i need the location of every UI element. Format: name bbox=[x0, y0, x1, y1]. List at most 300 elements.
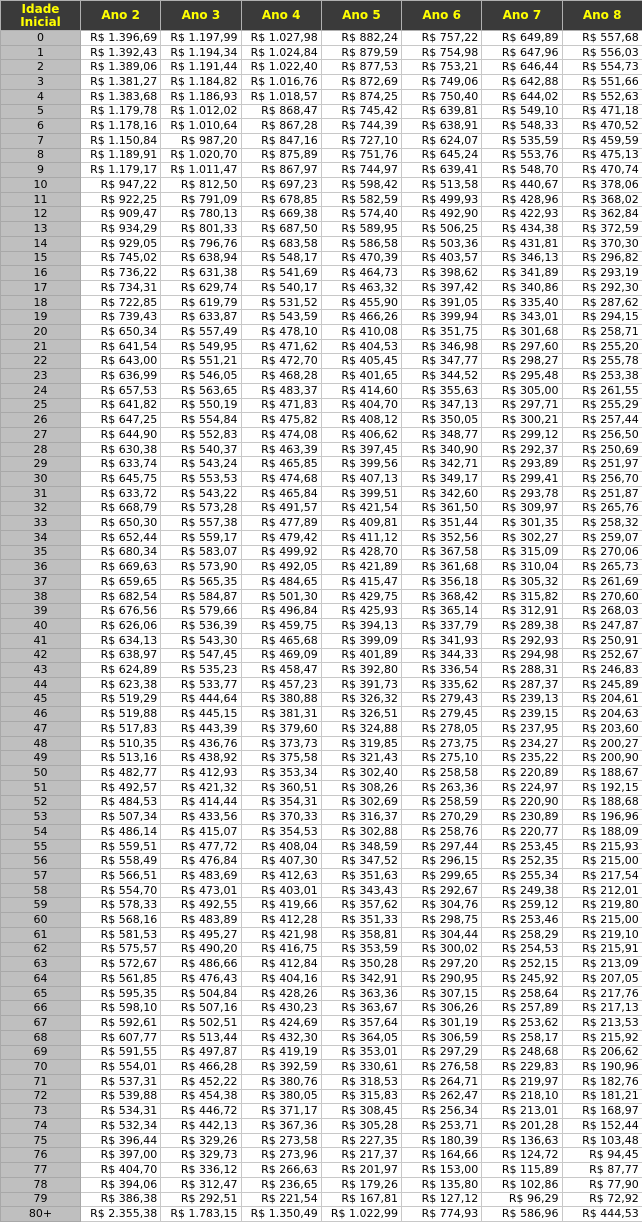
premium-cell: R$ 391,05 bbox=[402, 295, 482, 310]
premium-cell: R$ 549,10 bbox=[482, 104, 562, 119]
premium-cell: R$ 475,82 bbox=[241, 413, 321, 428]
premium-cell: R$ 584,87 bbox=[161, 589, 241, 604]
premium-cell: R$ 352,56 bbox=[402, 530, 482, 545]
table-row bbox=[1, 972, 642, 987]
premium-cell: R$ 364,05 bbox=[321, 1030, 401, 1045]
premium-cell: R$ 355,63 bbox=[402, 383, 482, 398]
age-cell: 42 bbox=[1, 648, 81, 663]
premium-cell: R$ 517,83 bbox=[81, 722, 161, 737]
premium-cell: R$ 302,40 bbox=[321, 766, 401, 781]
premium-cell: R$ 446,72 bbox=[161, 1104, 241, 1119]
premium-cell: R$ 496,84 bbox=[241, 604, 321, 619]
premium-cell: R$ 295,48 bbox=[482, 369, 562, 384]
premium-cell: R$ 254,53 bbox=[482, 942, 562, 957]
premium-cell: R$ 875,89 bbox=[241, 148, 321, 163]
premium-cell: R$ 391,73 bbox=[321, 677, 401, 692]
premium-cell: R$ 378,06 bbox=[562, 178, 642, 193]
premium-cell: R$ 302,88 bbox=[321, 824, 401, 839]
premium-cell: R$ 248,68 bbox=[482, 1045, 562, 1060]
age-cell: 4 bbox=[1, 89, 81, 104]
premium-cell: R$ 412,63 bbox=[241, 869, 321, 884]
table-row bbox=[1, 501, 642, 516]
premium-cell: R$ 929,05 bbox=[81, 236, 161, 251]
age-cell: 39 bbox=[1, 604, 81, 619]
table-row bbox=[1, 104, 642, 119]
premium-cell: R$ 436,76 bbox=[161, 736, 241, 751]
age-cell: 62 bbox=[1, 942, 81, 957]
premium-cell: R$ 1.383,68 bbox=[81, 89, 161, 104]
premium-cell: R$ 235,22 bbox=[482, 751, 562, 766]
premium-cell: R$ 316,37 bbox=[321, 810, 401, 825]
premium-cell: R$ 403,01 bbox=[241, 883, 321, 898]
premium-cell: R$ 554,01 bbox=[81, 1060, 161, 1075]
premium-cell: R$ 363,67 bbox=[321, 1001, 401, 1016]
premium-cell: R$ 312,47 bbox=[161, 1177, 241, 1192]
premium-cell: R$ 492,57 bbox=[81, 780, 161, 795]
header-year: Ano 7 bbox=[482, 1, 562, 31]
premium-cell: R$ 791,09 bbox=[161, 192, 241, 207]
premium-cell: R$ 407,13 bbox=[321, 472, 401, 487]
premium-cell: R$ 471,18 bbox=[562, 104, 642, 119]
premium-cell: R$ 1.179,78 bbox=[81, 104, 161, 119]
premium-cell: R$ 657,53 bbox=[81, 383, 161, 398]
age-cell: 29 bbox=[1, 457, 81, 472]
age-cell: 2 bbox=[1, 60, 81, 75]
premium-cell: R$ 486,66 bbox=[161, 957, 241, 972]
premium-cell: R$ 572,67 bbox=[81, 957, 161, 972]
premium-cell: R$ 253,71 bbox=[402, 1119, 482, 1134]
premium-cell: R$ 348,59 bbox=[321, 839, 401, 854]
premium-cell: R$ 443,39 bbox=[161, 722, 241, 737]
age-cell: 5 bbox=[1, 104, 81, 119]
premium-cell: R$ 558,49 bbox=[81, 854, 161, 869]
table-row bbox=[1, 266, 642, 281]
table-row bbox=[1, 1163, 642, 1178]
age-cell: 36 bbox=[1, 560, 81, 575]
table-row bbox=[1, 736, 642, 751]
table-row bbox=[1, 486, 642, 501]
premium-cell: R$ 401,65 bbox=[321, 369, 401, 384]
premium-cell: R$ 415,47 bbox=[321, 575, 401, 590]
table-row bbox=[1, 575, 642, 590]
premium-cell: R$ 541,69 bbox=[241, 266, 321, 281]
premium-cell: R$ 539,88 bbox=[81, 1089, 161, 1104]
premium-cell: R$ 633,87 bbox=[161, 310, 241, 325]
age-cell: 40 bbox=[1, 619, 81, 634]
premium-cell: R$ 266,63 bbox=[241, 1163, 321, 1178]
premium-cell: R$ 471,83 bbox=[241, 398, 321, 413]
premium-cell: R$ 348,77 bbox=[402, 427, 482, 442]
premium-cell: R$ 379,60 bbox=[241, 722, 321, 737]
premium-cell: R$ 1.022,40 bbox=[241, 60, 321, 75]
premium-cell: R$ 319,85 bbox=[321, 736, 401, 751]
premium-cell: R$ 265,73 bbox=[562, 560, 642, 575]
premium-cell: R$ 492,90 bbox=[402, 207, 482, 222]
premium-cell: R$ 305,00 bbox=[482, 383, 562, 398]
age-cell: 11 bbox=[1, 192, 81, 207]
premium-cell: R$ 459,59 bbox=[562, 133, 642, 148]
premium-cell: R$ 207,05 bbox=[562, 972, 642, 987]
table-row bbox=[1, 1001, 642, 1016]
table-row bbox=[1, 927, 642, 942]
premium-cell: R$ 592,61 bbox=[81, 1016, 161, 1031]
table-row bbox=[1, 383, 642, 398]
premium-cell: R$ 586,58 bbox=[321, 236, 401, 251]
age-cell: 59 bbox=[1, 898, 81, 913]
table-row bbox=[1, 692, 642, 707]
premium-cell: R$ 399,09 bbox=[321, 633, 401, 648]
premium-cell: R$ 293,89 bbox=[482, 457, 562, 472]
table-row bbox=[1, 310, 642, 325]
premium-cell: R$ 239,15 bbox=[482, 707, 562, 722]
premium-cell: R$ 77,90 bbox=[562, 1177, 642, 1192]
premium-cell: R$ 87,77 bbox=[562, 1163, 642, 1178]
age-cell: 70 bbox=[1, 1060, 81, 1075]
premium-cell: R$ 421,89 bbox=[321, 560, 401, 575]
premium-cell: R$ 220,89 bbox=[482, 766, 562, 781]
age-cell: 76 bbox=[1, 1148, 81, 1163]
premium-cell: R$ 879,59 bbox=[321, 45, 401, 60]
premium-cell: R$ 557,68 bbox=[562, 31, 642, 46]
premium-cell: R$ 1.022,99 bbox=[321, 1207, 401, 1222]
premium-cell: R$ 335,40 bbox=[482, 295, 562, 310]
premium-cell: R$ 288,31 bbox=[482, 663, 562, 678]
premium-cell: R$ 302,27 bbox=[482, 530, 562, 545]
premium-cell: R$ 296,15 bbox=[402, 854, 482, 869]
premium-cell: R$ 230,89 bbox=[482, 810, 562, 825]
premium-cell: R$ 454,38 bbox=[161, 1089, 241, 1104]
age-cell: 43 bbox=[1, 663, 81, 678]
premium-cell: R$ 463,39 bbox=[241, 442, 321, 457]
table-row bbox=[1, 677, 642, 692]
age-cell: 78 bbox=[1, 1177, 81, 1192]
premium-cell: R$ 306,26 bbox=[402, 1001, 482, 1016]
header-year: Ano 3 bbox=[161, 1, 241, 31]
premium-cell: R$ 1.189,91 bbox=[81, 148, 161, 163]
premium-cell: R$ 428,70 bbox=[321, 545, 401, 560]
table-row bbox=[1, 1207, 642, 1222]
age-cell: 23 bbox=[1, 369, 81, 384]
premium-cell: R$ 639,81 bbox=[402, 104, 482, 119]
premium-cell: R$ 669,63 bbox=[81, 560, 161, 575]
premium-cell: R$ 553,53 bbox=[161, 472, 241, 487]
age-cell: 31 bbox=[1, 486, 81, 501]
premium-cell: R$ 643,00 bbox=[81, 354, 161, 369]
table-row bbox=[1, 560, 642, 575]
premium-cell: R$ 745,42 bbox=[321, 104, 401, 119]
premium-cell: R$ 634,13 bbox=[81, 633, 161, 648]
table-row bbox=[1, 545, 642, 560]
table-body bbox=[1, 31, 642, 1222]
premium-cell: R$ 250,91 bbox=[562, 633, 642, 648]
age-cell: 14 bbox=[1, 236, 81, 251]
header-year: Ano 4 bbox=[241, 1, 321, 31]
premium-cell: R$ 1.027,98 bbox=[241, 31, 321, 46]
premium-cell: R$ 399,56 bbox=[321, 457, 401, 472]
premium-cell: R$ 367,36 bbox=[241, 1119, 321, 1134]
age-cell: 64 bbox=[1, 972, 81, 987]
premium-cell: R$ 484,65 bbox=[241, 575, 321, 590]
table-row bbox=[1, 89, 642, 104]
premium-cell: R$ 404,53 bbox=[321, 339, 401, 354]
premium-cell: R$ 373,73 bbox=[241, 736, 321, 751]
premium-cell: R$ 264,71 bbox=[402, 1074, 482, 1089]
premium-cell: R$ 357,64 bbox=[321, 1016, 401, 1031]
premium-cell: R$ 289,38 bbox=[482, 619, 562, 634]
premium-cell: R$ 342,91 bbox=[321, 972, 401, 987]
premium-cell: R$ 739,43 bbox=[81, 310, 161, 325]
premium-cell: R$ 751,76 bbox=[321, 148, 401, 163]
premium-cell: R$ 343,01 bbox=[482, 310, 562, 325]
premium-cell: R$ 470,39 bbox=[321, 251, 401, 266]
premium-cell: R$ 102,86 bbox=[482, 1177, 562, 1192]
premium-cell: R$ 471,62 bbox=[241, 339, 321, 354]
table-row bbox=[1, 295, 642, 310]
age-cell: 52 bbox=[1, 795, 81, 810]
premium-cell: R$ 401,89 bbox=[321, 648, 401, 663]
premium-cell: R$ 495,27 bbox=[161, 927, 241, 942]
premium-cell: R$ 182,76 bbox=[562, 1074, 642, 1089]
premium-cell: R$ 414,44 bbox=[161, 795, 241, 810]
premium-cell: R$ 255,34 bbox=[482, 869, 562, 884]
premium-cell: R$ 318,53 bbox=[321, 1074, 401, 1089]
premium-cell: R$ 586,96 bbox=[482, 1207, 562, 1222]
premium-cell: R$ 650,34 bbox=[81, 325, 161, 340]
premium-cell: R$ 687,50 bbox=[241, 222, 321, 237]
premium-cell: R$ 452,22 bbox=[161, 1074, 241, 1089]
premium-cell: R$ 261,55 bbox=[562, 383, 642, 398]
premium-cell: R$ 513,58 bbox=[402, 178, 482, 193]
premium-cell: R$ 315,82 bbox=[482, 589, 562, 604]
premium-cell: R$ 259,12 bbox=[482, 898, 562, 913]
age-cell: 69 bbox=[1, 1045, 81, 1060]
premium-cell: R$ 566,51 bbox=[81, 869, 161, 884]
premium-cell: R$ 127,12 bbox=[402, 1192, 482, 1207]
premium-cell: R$ 278,05 bbox=[402, 722, 482, 737]
premium-cell: R$ 206,62 bbox=[562, 1045, 642, 1060]
premium-cell: R$ 591,55 bbox=[81, 1045, 161, 1060]
age-cell: 0 bbox=[1, 31, 81, 46]
table-row bbox=[1, 60, 642, 75]
table-row bbox=[1, 810, 642, 825]
premium-cell: R$ 642,88 bbox=[482, 75, 562, 90]
age-cell: 8 bbox=[1, 148, 81, 163]
age-cell: 50 bbox=[1, 766, 81, 781]
premium-cell: R$ 589,95 bbox=[321, 222, 401, 237]
premium-cell: R$ 262,47 bbox=[402, 1089, 482, 1104]
premium-cell: R$ 1.179,17 bbox=[81, 163, 161, 178]
premium-cell: R$ 1.010,64 bbox=[161, 119, 241, 134]
premium-cell: R$ 124,72 bbox=[482, 1148, 562, 1163]
premium-cell: R$ 204,63 bbox=[562, 707, 642, 722]
premium-cell: R$ 347,52 bbox=[321, 854, 401, 869]
premium-cell: R$ 547,45 bbox=[161, 648, 241, 663]
premium-cell: R$ 294,98 bbox=[482, 648, 562, 663]
premium-cell: R$ 181,21 bbox=[562, 1089, 642, 1104]
premium-cell: R$ 218,10 bbox=[482, 1089, 562, 1104]
premium-cell: R$ 349,17 bbox=[402, 472, 482, 487]
premium-cell: R$ 499,92 bbox=[241, 545, 321, 560]
premium-cell: R$ 247,87 bbox=[562, 619, 642, 634]
age-cell: 30 bbox=[1, 472, 81, 487]
premium-cell: R$ 882,24 bbox=[321, 31, 401, 46]
premium-cell: R$ 630,38 bbox=[81, 442, 161, 457]
premium-cell: R$ 200,90 bbox=[562, 751, 642, 766]
premium-cell: R$ 351,33 bbox=[321, 913, 401, 928]
premium-cell: R$ 1.396,69 bbox=[81, 31, 161, 46]
age-cell: 25 bbox=[1, 398, 81, 413]
premium-cell: R$ 292,93 bbox=[482, 633, 562, 648]
premium-cell: R$ 361,68 bbox=[402, 560, 482, 575]
premium-cell: R$ 201,28 bbox=[482, 1119, 562, 1134]
table-row bbox=[1, 178, 642, 193]
premium-cell: R$ 574,40 bbox=[321, 207, 401, 222]
premium-cell: R$ 638,91 bbox=[402, 119, 482, 134]
premium-cell: R$ 412,84 bbox=[241, 957, 321, 972]
premium-cell: R$ 652,44 bbox=[81, 530, 161, 545]
table-row bbox=[1, 148, 642, 163]
premium-cell: R$ 847,16 bbox=[241, 133, 321, 148]
premium-cell: R$ 301,68 bbox=[482, 325, 562, 340]
premium-cell: R$ 466,28 bbox=[161, 1060, 241, 1075]
premium-cell: R$ 347,77 bbox=[402, 354, 482, 369]
premium-cell: R$ 342,71 bbox=[402, 457, 482, 472]
premium-cell: R$ 2.355,38 bbox=[81, 1207, 161, 1222]
age-cell: 9 bbox=[1, 163, 81, 178]
table-row bbox=[1, 339, 642, 354]
age-cell: 46 bbox=[1, 707, 81, 722]
table-row bbox=[1, 1177, 642, 1192]
premium-cell: R$ 583,07 bbox=[161, 545, 241, 560]
premium-cell: R$ 213,53 bbox=[562, 1016, 642, 1031]
table-row bbox=[1, 280, 642, 295]
table-row bbox=[1, 722, 642, 737]
premium-cell: R$ 647,25 bbox=[81, 413, 161, 428]
premium-cell: R$ 1.184,82 bbox=[161, 75, 241, 90]
premium-cell: R$ 563,65 bbox=[161, 383, 241, 398]
premium-cell: R$ 375,58 bbox=[241, 751, 321, 766]
table-row bbox=[1, 530, 642, 545]
age-cell: 1 bbox=[1, 45, 81, 60]
premium-cell: R$ 215,92 bbox=[562, 1030, 642, 1045]
premium-cell: R$ 351,75 bbox=[402, 325, 482, 340]
premium-cell: R$ 623,38 bbox=[81, 677, 161, 692]
premium-cell: R$ 372,59 bbox=[562, 222, 642, 237]
premium-cell: R$ 578,33 bbox=[81, 898, 161, 913]
premium-cell: R$ 482,77 bbox=[81, 766, 161, 781]
age-cell: 58 bbox=[1, 883, 81, 898]
premium-cell: R$ 536,39 bbox=[161, 619, 241, 634]
premium-cell: R$ 483,69 bbox=[161, 869, 241, 884]
premium-cell: R$ 299,41 bbox=[482, 472, 562, 487]
premium-cell: R$ 259,07 bbox=[562, 530, 642, 545]
premium-cell: R$ 554,84 bbox=[161, 413, 241, 428]
premium-cell: R$ 650,30 bbox=[81, 516, 161, 531]
premium-cell: R$ 736,22 bbox=[81, 266, 161, 281]
premium-cell: R$ 367,58 bbox=[402, 545, 482, 560]
table-row bbox=[1, 398, 642, 413]
premium-cell: R$ 220,90 bbox=[482, 795, 562, 810]
premium-cell: R$ 476,43 bbox=[161, 972, 241, 987]
premium-cell: R$ 445,15 bbox=[161, 707, 241, 722]
premium-cell: R$ 513,44 bbox=[161, 1030, 241, 1045]
age-cell: 21 bbox=[1, 339, 81, 354]
header-year: Ano 2 bbox=[81, 1, 161, 31]
premium-cell: R$ 196,96 bbox=[562, 810, 642, 825]
premium-cell: R$ 356,18 bbox=[402, 575, 482, 590]
table-row bbox=[1, 1133, 642, 1148]
premium-cell: R$ 227,35 bbox=[321, 1133, 401, 1148]
premium-cell: R$ 239,13 bbox=[482, 692, 562, 707]
header-row bbox=[1, 1, 642, 31]
premium-cell: R$ 582,59 bbox=[321, 192, 401, 207]
premium-cell: R$ 934,29 bbox=[81, 222, 161, 237]
premium-cell: R$ 624,07 bbox=[402, 133, 482, 148]
premium-cell: R$ 557,49 bbox=[161, 325, 241, 340]
premium-cell: R$ 215,00 bbox=[562, 913, 642, 928]
premium-cell: R$ 342,60 bbox=[402, 486, 482, 501]
premium-cell: R$ 270,60 bbox=[562, 589, 642, 604]
age-cell: 49 bbox=[1, 751, 81, 766]
premium-cell: R$ 115,89 bbox=[482, 1163, 562, 1178]
premium-cell: R$ 504,84 bbox=[161, 986, 241, 1001]
age-cell: 38 bbox=[1, 589, 81, 604]
premium-cell: R$ 258,58 bbox=[402, 766, 482, 781]
age-cell: 37 bbox=[1, 575, 81, 590]
premium-cell: R$ 268,03 bbox=[562, 604, 642, 619]
premium-cell: R$ 298,27 bbox=[482, 354, 562, 369]
premium-cell: R$ 412,93 bbox=[161, 766, 241, 781]
premium-cell: R$ 287,62 bbox=[562, 295, 642, 310]
premium-cell: R$ 341,93 bbox=[402, 633, 482, 648]
premium-cell: R$ 297,20 bbox=[402, 957, 482, 972]
premium-cell: R$ 386,38 bbox=[81, 1192, 161, 1207]
table-row bbox=[1, 795, 642, 810]
premium-cell: R$ 474,08 bbox=[241, 427, 321, 442]
premium-cell: R$ 192,15 bbox=[562, 780, 642, 795]
premium-cell: R$ 1.392,43 bbox=[81, 45, 161, 60]
age-cell: 10 bbox=[1, 178, 81, 193]
premium-cell: R$ 273,75 bbox=[402, 736, 482, 751]
premium-cell: R$ 549,95 bbox=[161, 339, 241, 354]
premium-cell: R$ 1.381,27 bbox=[81, 75, 161, 90]
table-row bbox=[1, 589, 642, 604]
premium-cell: R$ 1.194,34 bbox=[161, 45, 241, 60]
premium-cell: R$ 421,98 bbox=[241, 927, 321, 942]
premium-cell: R$ 245,92 bbox=[482, 972, 562, 987]
premium-cell: R$ 256,50 bbox=[562, 427, 642, 442]
premium-cell: R$ 287,37 bbox=[482, 677, 562, 692]
premium-cell: R$ 397,42 bbox=[402, 280, 482, 295]
premium-cell: R$ 636,99 bbox=[81, 369, 161, 384]
premium-cell: R$ 649,89 bbox=[482, 31, 562, 46]
premium-cell: R$ 877,53 bbox=[321, 60, 401, 75]
premium-cell: R$ 872,69 bbox=[321, 75, 401, 90]
age-cell: 41 bbox=[1, 633, 81, 648]
premium-cell: R$ 408,04 bbox=[241, 839, 321, 854]
premium-cell: R$ 432,30 bbox=[241, 1030, 321, 1045]
premium-cell: R$ 219,97 bbox=[482, 1074, 562, 1089]
premium-cell: R$ 298,75 bbox=[402, 913, 482, 928]
premium-cell: R$ 1.350,49 bbox=[241, 1207, 321, 1222]
premium-cell: R$ 474,68 bbox=[241, 472, 321, 487]
premium-cell: R$ 256,70 bbox=[562, 472, 642, 487]
premium-cell: R$ 440,67 bbox=[482, 178, 562, 193]
premium-cell: R$ 335,62 bbox=[402, 677, 482, 692]
premium-cell: R$ 219,80 bbox=[562, 898, 642, 913]
premium-cell: R$ 534,31 bbox=[81, 1104, 161, 1119]
premium-cell: R$ 540,17 bbox=[241, 280, 321, 295]
